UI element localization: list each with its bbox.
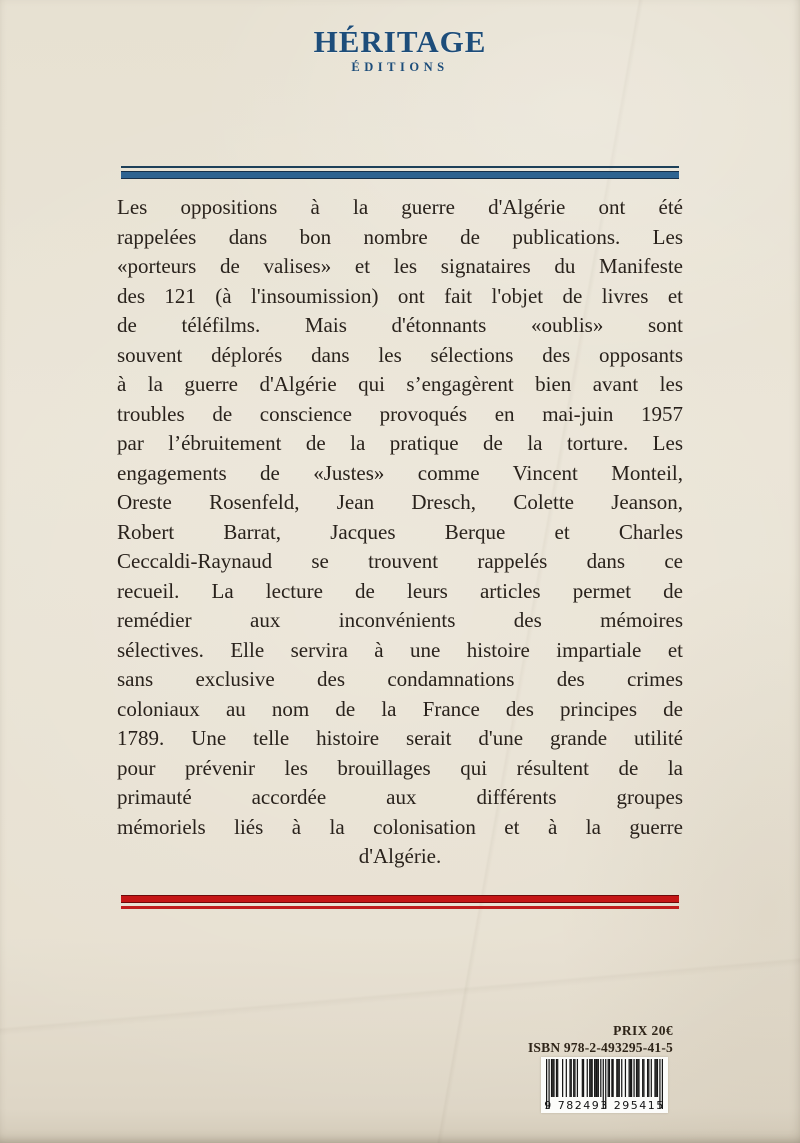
publisher-subtitle: ÉDITIONS: [351, 60, 449, 74]
price-label: PRIX 20€: [613, 1023, 673, 1038]
barcode-number: 9 782493 295415: [544, 1099, 665, 1112]
text-line: d'Algérie.: [358, 844, 442, 868]
bottom-divider-thick-line: [121, 895, 679, 903]
text-line: coloniaux au nom de la France des principes de: [117, 696, 683, 721]
text-line: rappelées dans bon nombre de publications. Les: [117, 224, 683, 249]
text-line: recueil. La lecture de leurs articles permet de: [117, 578, 683, 603]
top-divider-thick-line: [121, 171, 679, 179]
pricing-block: [528, 1023, 673, 1056]
publisher-name: HÉRITAGE: [313, 24, 487, 59]
text-line: souvent déplorés dans les sélections des opposants: [117, 342, 683, 367]
text-line: à la guerre d'Algérie qui s’engagèrent bien avant les: [117, 372, 683, 396]
text-line: Ceccaldi-Raynaud se trouvent rappelés dans ce: [117, 549, 683, 573]
text-line: remédier aux inconvénients des mémoires: [117, 608, 683, 632]
text-line: «porteurs de valises» et les signataires du Manifeste: [117, 254, 683, 278]
text-line: troubles de conscience provoqués en mai-juin 1957: [117, 401, 683, 426]
text-line: Les oppositions à la guerre d'Algérie ont été: [117, 195, 683, 219]
text-line: mémoriels liés à la colonisation et à la guerre: [117, 814, 683, 839]
bottom-divider-thin-line: [121, 906, 679, 909]
text-line: primauté accordée aux différents groupes: [117, 785, 683, 809]
text-line: 1789. Une telle histoire serait d'une grande utilité: [117, 726, 683, 750]
text-line: engagements de «Justes» comme Vincent Monteil,: [117, 460, 683, 485]
text-line: sans exclusive des condamnations des crimes: [117, 667, 683, 691]
top-divider: [121, 166, 679, 179]
text-line: Robert Barrat, Jacques Berque et Charles: [117, 519, 683, 544]
text-line: Oreste Rosenfeld, Jean Dresch, Colette Jeanson,: [117, 490, 683, 514]
bottom-divider: [121, 895, 679, 909]
text-line: pour prévenir les brouillages qui résultent de la: [117, 755, 683, 780]
back-cover-text: [117, 193, 683, 872]
barcode: [541, 1057, 668, 1113]
text-line: sélectives. Elle servira à une histoire impartiale et: [117, 637, 683, 662]
publisher-logo: [0, 25, 800, 75]
text-line: de téléfilms. Mais d'étonnants «oublis» sont: [117, 313, 683, 337]
isbn-label: ISBN 978-2-493295-41-5: [527, 1040, 673, 1055]
text-line: par l’ébruitement de la pratique de la torture. Les: [117, 431, 683, 455]
text-line: des 121 (à l'insoumission) ont fait l'objet de livres et: [117, 283, 683, 308]
